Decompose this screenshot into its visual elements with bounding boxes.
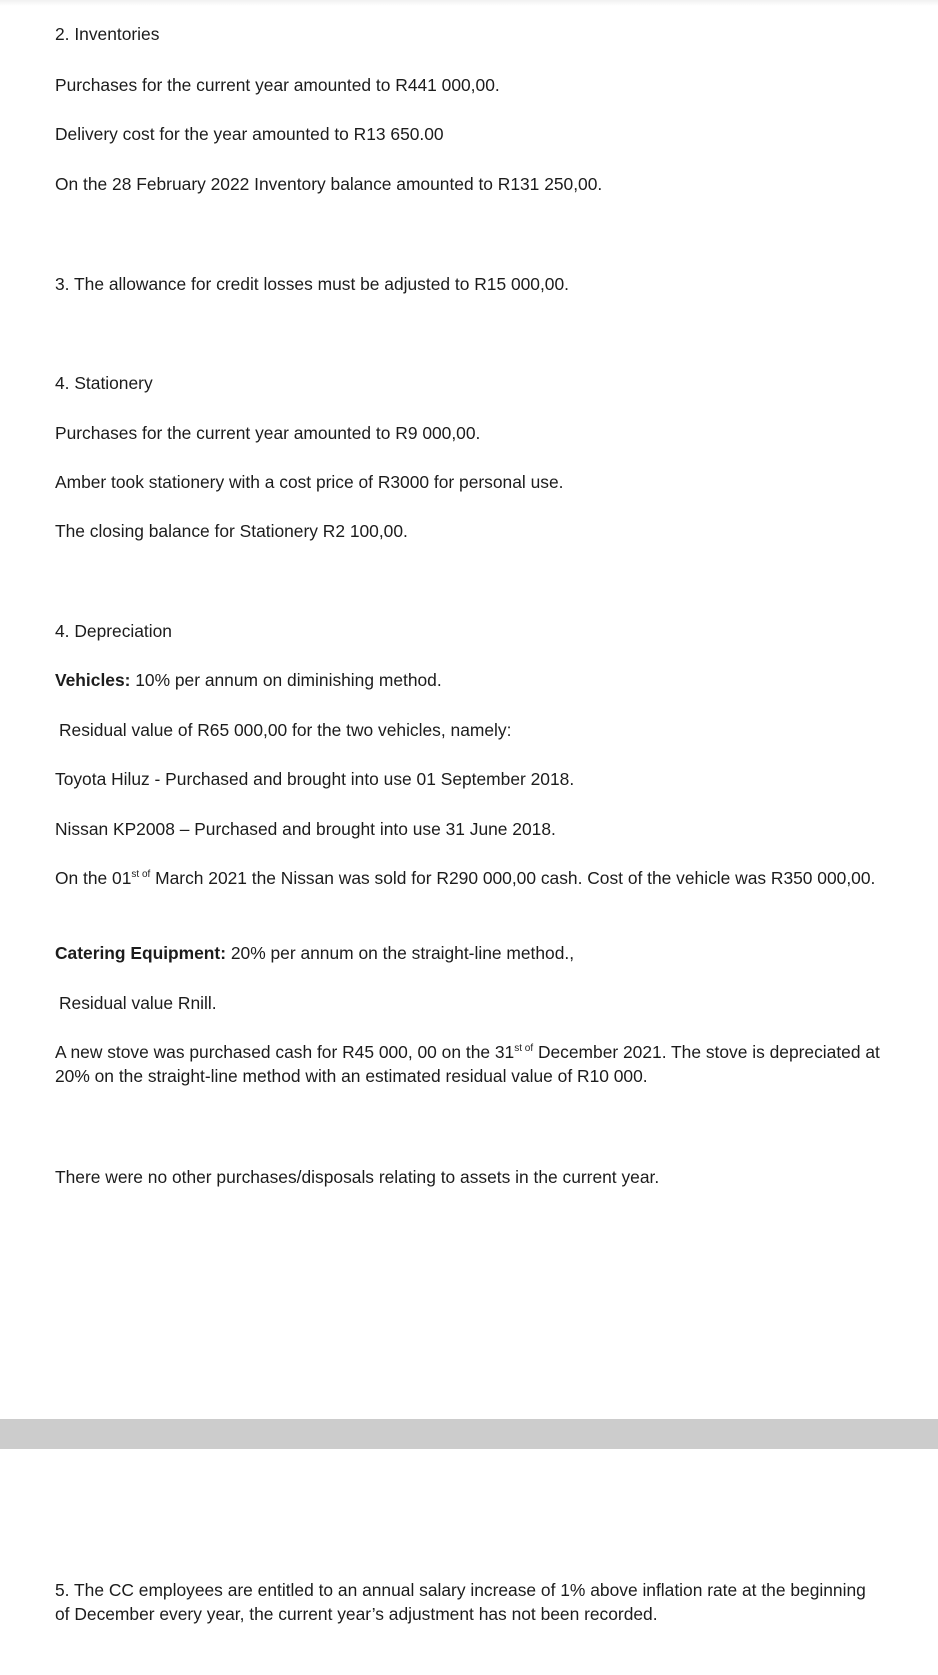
inventories-balance: On the 28 February 2022 Inventory balance amounted to R131 250,00. bbox=[55, 174, 603, 194]
nissan-sale-part2: March 2021 the Nissan was sold for R290 000,00 cash. Cost of the vehicle was R350 000,00. bbox=[150, 868, 876, 888]
catering-rate: 20% per annum on the straight-line method., bbox=[226, 943, 575, 963]
residual-catering: Residual value Rnill. bbox=[59, 993, 217, 1013]
stationery-heading: 4. Stationery bbox=[55, 373, 153, 393]
nissan-sale-paragraph bbox=[55, 866, 885, 890]
toyota-line: Toyota Hiluz - Purchased and brought into use 01 September 2018. bbox=[55, 769, 575, 789]
catering-label: Catering Equipment: bbox=[55, 943, 227, 963]
stationery-closing: The closing balance for Stationery R2 100,00. bbox=[55, 521, 408, 541]
page-break-separator bbox=[0, 1419, 938, 1449]
no-other-purchases: There were no other purchases/disposals relating to assets in the current year. bbox=[55, 1167, 660, 1187]
stationery-purchases: Purchases for the current year amounted to R9 000,00. bbox=[55, 423, 481, 443]
nissan-line: Nissan KP2008 – Purchased and brought into use 31 June 2018. bbox=[55, 819, 556, 839]
inventories-delivery: Delivery cost for the year amounted to R13 650.00 bbox=[55, 124, 444, 144]
salaries-paragraph: 5. The CC employees are entitled to an annual salary increase of 1% above inflation rate at the beginning of December every year, the current year’s adjustment has not been recorded. bbox=[55, 1580, 866, 1624]
allowance-text: 3. The allowance for credit losses must be adjusted to R15 000,00. bbox=[55, 274, 569, 294]
nissan-sale-superscript: st of bbox=[131, 869, 151, 880]
top-shade bbox=[0, 0, 938, 6]
vehicles-label: Vehicles: bbox=[55, 670, 131, 690]
depreciation-heading: 4. Depreciation bbox=[55, 621, 172, 641]
inventories-purchases: Purchases for the current year amounted to R441 000,00. bbox=[55, 75, 500, 95]
stove-superscript: st of bbox=[514, 1043, 534, 1054]
nissan-sale-part1: On the 01 bbox=[55, 868, 132, 888]
vehicles-rate: 10% per annum on diminishing method. bbox=[130, 670, 442, 690]
residual-vehicles: Residual value of R65 000,00 for the two vehicles, namely: bbox=[59, 720, 512, 740]
inventories-heading: 2. Inventories bbox=[55, 24, 160, 44]
stove-paragraph bbox=[55, 1040, 885, 1088]
catering-line bbox=[55, 941, 895, 965]
vehicles-line bbox=[55, 668, 895, 692]
stove-part1: A new stove was purchased cash for R45 000, 00 on the 31 bbox=[55, 1042, 515, 1062]
stationery-personal-use: Amber took stationery with a cost price of R3000 for personal use. bbox=[55, 472, 564, 492]
stove-part2: December 2021. The stove is depreciated at 20% on the straight-line method with an estimated residual value of R10 000. bbox=[55, 1042, 880, 1086]
